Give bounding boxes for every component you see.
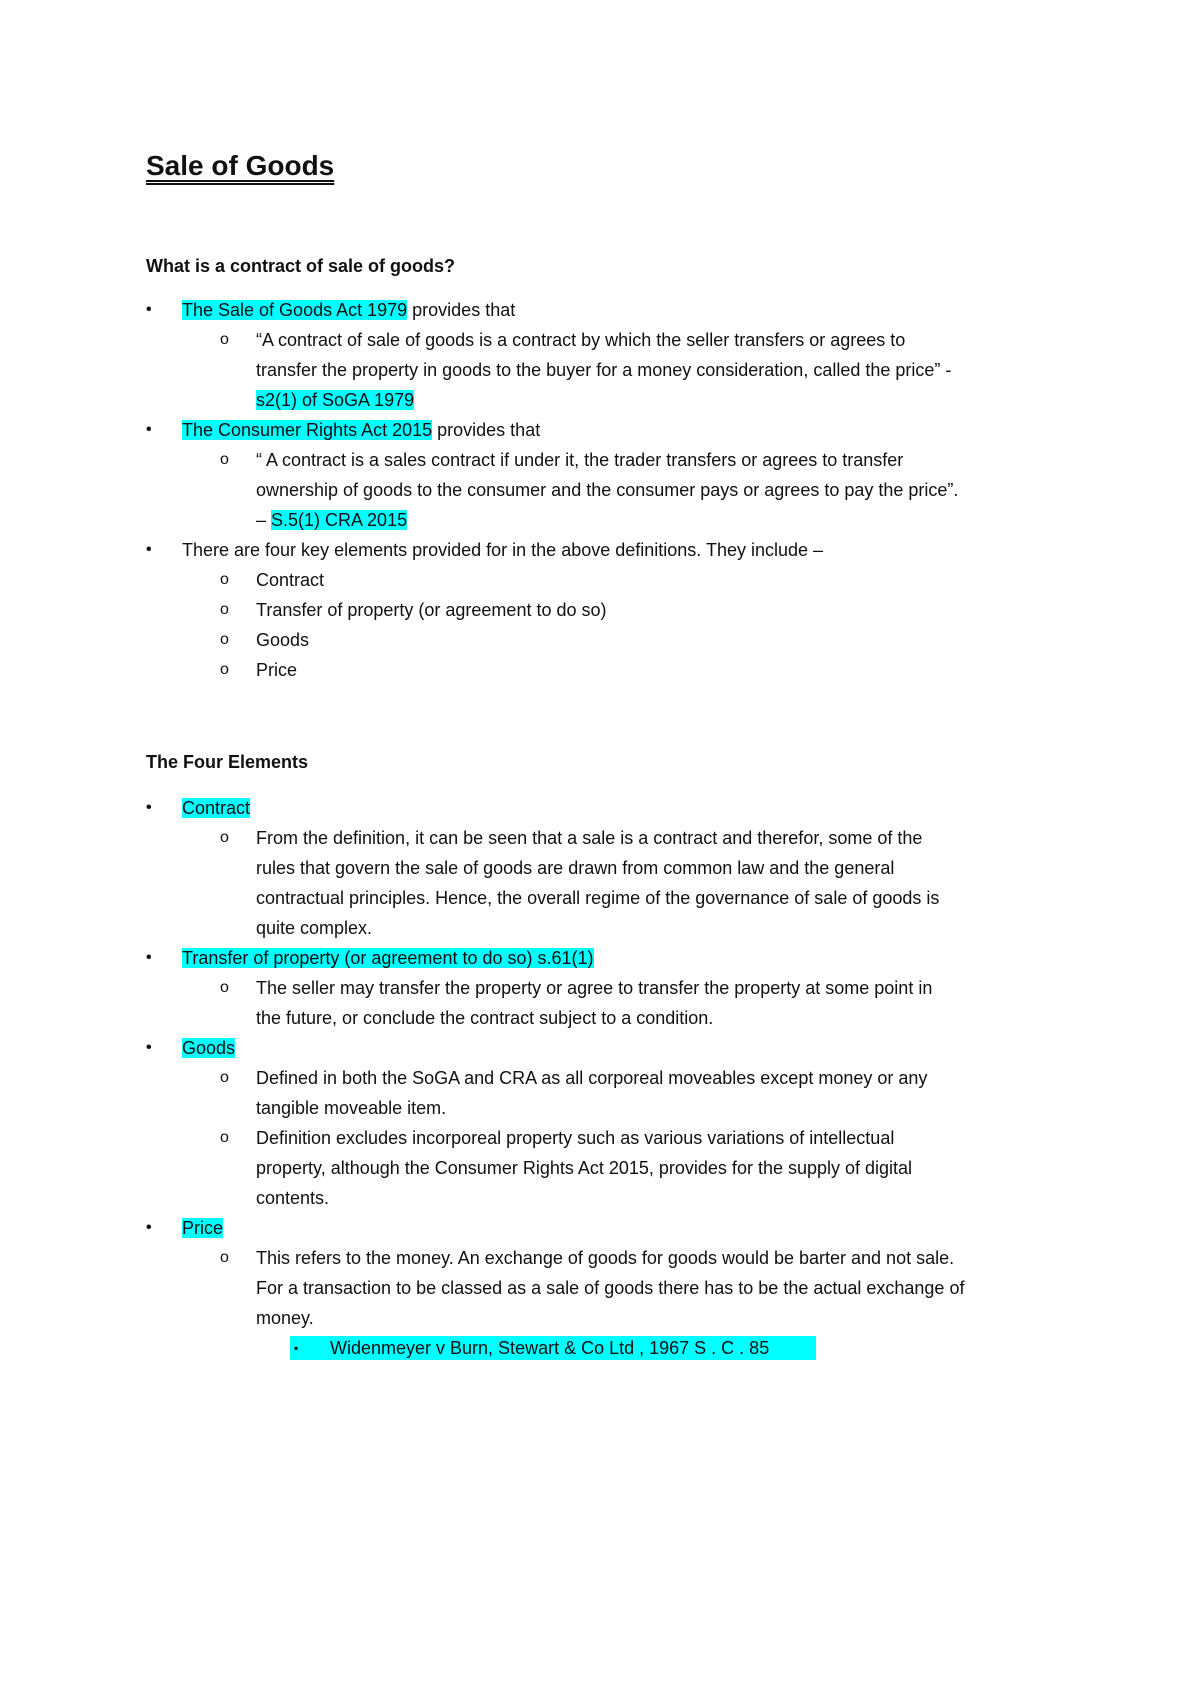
highlighted-citation: s2(1) of SoGA 1979 [256,390,415,410]
sub-bullet-marker: o [220,331,229,348]
paragraph-line: For a transaction to be classed as a sale of goods there has to be the actual exchange of [256,1278,965,1298]
list-item-four-elements: There are four key elements provided for in the above definitions. They include – [182,540,824,560]
highlighted-citation: S.5(1) CRA 2015 [271,510,408,530]
paragraph-line: contents. [256,1188,330,1208]
sub-bullet-marker: o [220,451,229,468]
paragraph-line: This refers to the money. An exchange of goods for goods would be barter and not sale. [256,1248,955,1268]
case-citation: Widenmeyer v Burn, Stewart & Co Ltd , 1967 S . C . 85 [330,1338,770,1358]
paragraph-line: money. [256,1308,314,1328]
bullet-marker: • [146,301,152,318]
highlighted-text: The Sale of Goods Act 1979 [182,300,408,320]
bullet-marker: • [146,1039,152,1056]
paragraph-line: the future, or conclude the contract subject to a condition. [256,1008,714,1028]
paragraph-line: property, although the Consumer Rights Act 2015, provides for the supply of digital [256,1158,913,1178]
paragraph-line: Defined in both the SoGA and CRA as all corporeal moveables except money or any [256,1068,928,1088]
paragraph-line: contractual principles. Hence, the overall regime of the governance of sale of goods is [256,888,940,908]
highlighted-text: The Consumer Rights Act 2015 [182,420,433,440]
element-contract: Contract [182,798,251,818]
paragraph-line: Definition excludes incorporeal property such as various variations of intellectual [256,1128,895,1148]
sub-bullet-marker: o [220,1069,229,1086]
paragraph-line: quite complex. [256,918,373,938]
bullet-marker: • [146,1219,152,1236]
bullet-marker: • [146,949,152,966]
paragraph-line: rules that govern the sale of goods are drawn from common law and the general [256,858,895,878]
sub-bullet-marker: o [220,829,229,846]
section-heading-contract-definition: What is a contract of sale of goods? [146,256,456,276]
sub-bullet-marker: o [220,1249,229,1266]
sub-bullet-marker: o [220,571,229,588]
element-price: Price [182,1218,224,1238]
element-list-item: Contract [256,570,325,590]
list-item-consumer-rights-act: The Consumer Rights Act 2015 provides that [182,420,541,440]
section-heading-four-elements: The Four Elements [146,752,309,772]
list-item-sale-of-goods-act: The Sale of Goods Act 1979 provides that [182,300,516,320]
paragraph-line: The seller may transfer the property or agree to transfer the property at some point in [256,978,933,998]
paragraph-line: From the definition, it can be seen that a sale is a contract and therefor, some of the [256,828,923,848]
element-transfer-of-property: Transfer of property (or agreement to do so) s.61(1) [182,948,594,968]
element-list-item: Price [256,660,298,680]
citation-line [256,388,414,412]
element-list-item: Goods [256,630,310,650]
quote-line: ownership of goods to the consumer and the consumer pays or agrees to pay the price”. [256,480,959,500]
quote-line: “ A contract is a sales contract if under it, the trader transfers or agrees to transfer [256,450,904,470]
quote-line: transfer the property in goods to the buyer for a money consideration, called the price” - [256,360,952,380]
bullet-marker: • [146,799,152,816]
sub-bullet-marker: o [220,1129,229,1146]
sub-bullet-marker: o [220,631,229,648]
document-title: Sale of Goods [146,150,335,181]
square-bullet-marker: ▪ [294,1341,299,1355]
element-list-item: Transfer of property (or agreement to do so) [256,600,607,620]
sub-bullet-marker: o [220,601,229,618]
sub-bullet-marker: o [220,661,229,678]
bullet-marker: • [146,541,152,558]
paragraph-line: tangible moveable item. [256,1098,447,1118]
citation-line: – S.5(1) CRA 2015 [256,510,408,530]
bullet-marker: • [146,421,152,438]
quote-line: “A contract of sale of goods is a contract by which the seller transfers or agrees to [256,330,906,350]
sub-bullet-marker: o [220,979,229,996]
element-goods: Goods [182,1038,236,1058]
